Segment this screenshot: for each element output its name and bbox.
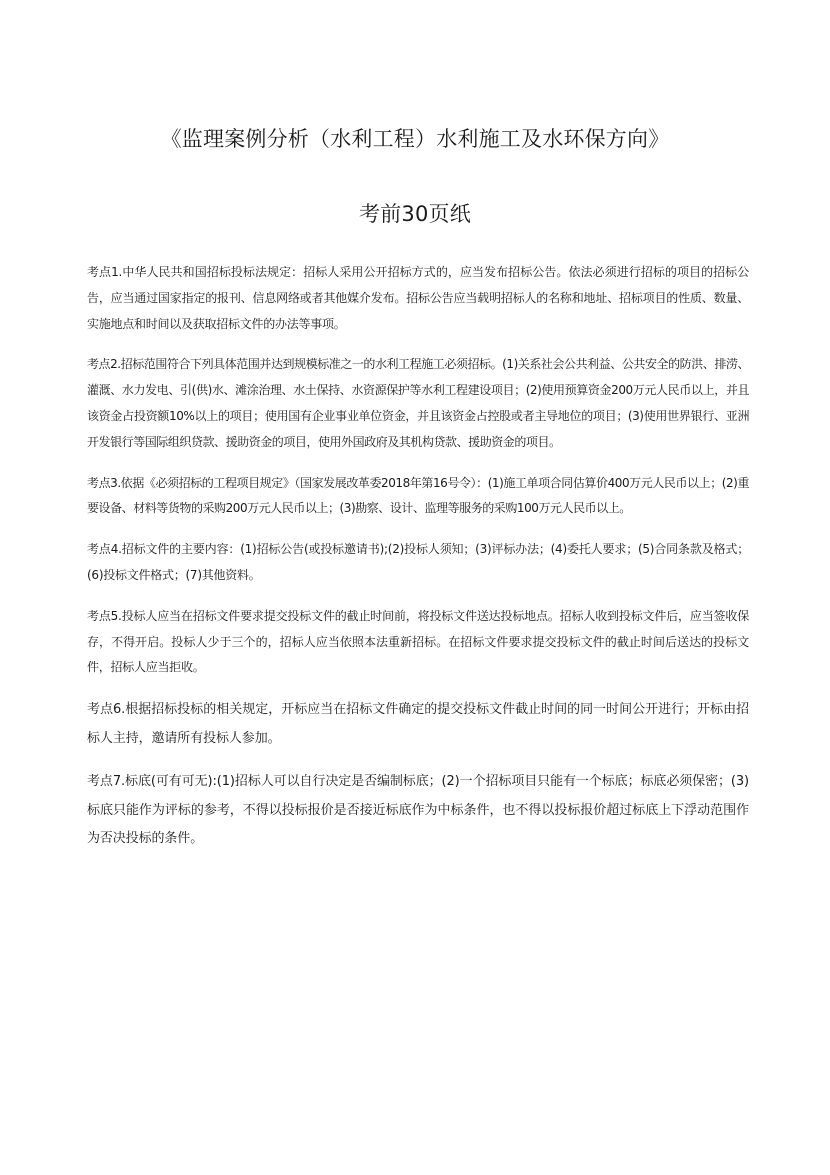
document-subtitle: 考前30页纸 xyxy=(359,202,471,226)
paragraph-point-3: 考点3.依据《必须招标的工程项目规定》（国家发展改革委2018年第16号令）：(1)施工单项合同估算价400万元人民币以上；(2)重要设备、材料等货物的采购200万元人民币以上；(3)勘察、设计、监理等服务的采购100万元人民币以上。 xyxy=(87,475,749,516)
document-title: 《监理案例分析（水利工程）水利施工及水环保方向》 xyxy=(160,127,670,151)
paragraph-point-2: 考点2.招标范围符合下列具体范围并达到规模标准之一的水利工程施工必须招标。(1)关系社会公共利益、公共安全的防洪、排涝、灌溉、水力发电、引(供)水、滩涂治理、水土保持、水资源保护等水利工程建设项目；(2)使用预算资金200万元人民币以上，并且该资金占投资额10%以上的项目；使用国有企业事业单位资金，并且该资金占控股或者主导地位的项目；(3)使用世界银行、亚洲开发银行等国际组织贷款、援助资金的项目，使用外国政府及其机构贷款、援助资金的项目。 xyxy=(87,357,749,449)
paragraph-point-4: 考点4.招标文件的主要内容：(1)招标公告(或投标邀请书);(2)投标人须知；(3)评标办法；(4)委托人要求；(5)合同条款及格式；(6)投标文件格式；(7)其他资料。 xyxy=(87,542,749,582)
document-body xyxy=(87,260,749,869)
paragraph-point-1: 考点1.中华人民共和国招标投标法规定：招标人采用公开招标方式的，应当发布招标公告。依法必须进行招标的项目的招标公告，应当通过国家指定的报刊、信息网络或者其他媒介发布。招标公告应当载明招标人的名称和地址、招标项目的性质、数量、实施地点和时间以及获取招标文件的办法等事项。 xyxy=(87,265,749,331)
paragraph-point-7: 考点7.标底(可有可无):(1)招标人可以自行决定是否编制标底；(2)一个招标项目只能有一个标底；标底必须保密；(3)标底只能作为评标的参考，不得以投标报价是否接近标底作为中标条件，也不得以投标报价超过标底上下浮动范围作为否决投标的条件。 xyxy=(87,774,749,847)
paragraph-point-6: 考点6.根据招标投标的相关规定，开标应当在招标文件确定的提交投标文件截止时间的同一时间公开进行；开标由招标人主持，邀请所有投标人参加。 xyxy=(87,702,749,746)
paragraph-point-5: 考点5.投标人应当在招标文件要求提交投标文件的截止时间前，将投标文件送达投标地点。招标人收到投标文件后，应当签收保存，不得开启。投标人少于三个的，招标人应当依照本法重新招标。在招标文件要求提交投标文件的截止时间后送达的投标文件，招标人应当拒收。 xyxy=(87,608,749,675)
